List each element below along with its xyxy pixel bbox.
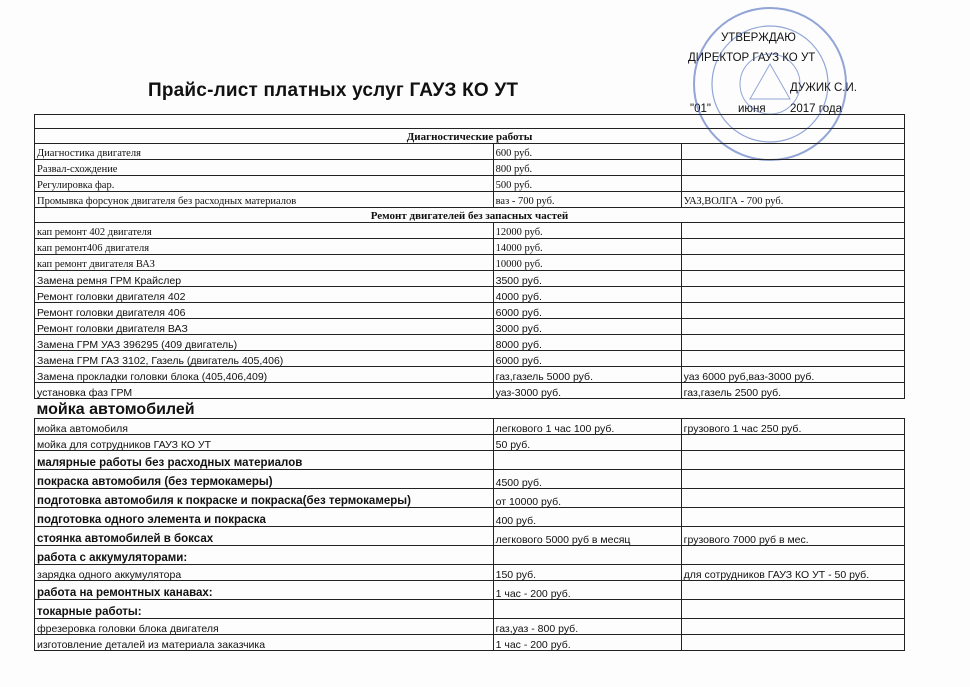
table-row (35, 451, 905, 470)
price-alt-cell (681, 451, 904, 470)
service-name: Ремонт головки двигателя ВАЗ (35, 319, 494, 335)
table-row (35, 255, 905, 271)
price-alt-cell (681, 223, 904, 239)
service-name: фрезеровка головки блока двигателя (35, 619, 494, 635)
price-alt-cell (681, 287, 904, 303)
price-cell (493, 600, 681, 619)
price-alt-cell (681, 160, 904, 176)
service-name: установка фаз ГРМ (35, 383, 494, 399)
price-alt-cell (681, 144, 904, 160)
price-alt-cell (681, 489, 904, 508)
price-alt-cell: УАЗ,ВОЛГА - 700 руб. (681, 192, 904, 208)
table-row (35, 351, 905, 367)
price-alt-cell (681, 271, 904, 287)
table-row (35, 160, 905, 176)
service-name: Диагностика двигателя (35, 144, 494, 160)
service-name: мойка автомобиля (35, 419, 494, 435)
price-table (34, 114, 905, 651)
service-name: Замена ГРМ ГАЗ 3102, Газель (двигатель 405,406) (35, 351, 494, 367)
price-alt-cell (681, 435, 904, 451)
approval-year: 2017 года (790, 103, 842, 115)
price-cell: от 10000 руб. (493, 489, 681, 508)
table-row (35, 287, 905, 303)
approval-line-2: ДИРЕКТОР ГАУЗ КО УТ (688, 52, 816, 64)
price-cell: 8000 руб. (493, 335, 681, 351)
table-row (35, 383, 905, 399)
price-alt-cell: грузового 1 час 250 руб. (681, 419, 904, 435)
table-row (35, 319, 905, 335)
price-cell: газ,газель 5000 руб. (493, 367, 681, 383)
service-name: кап ремонт 402 двигателя (35, 223, 494, 239)
price-cell: 4500 руб. (493, 470, 681, 489)
price-cell: легкового 5000 руб в месяц (493, 527, 681, 546)
table-row (35, 239, 905, 255)
price-cell: 150 руб. (493, 565, 681, 581)
price-cell: уаз-3000 руб. (493, 383, 681, 399)
price-alt-cell (681, 255, 904, 271)
price-alt-cell (681, 351, 904, 367)
price-alt-cell (681, 335, 904, 351)
table-row (35, 435, 905, 451)
price-cell: 600 руб. (493, 144, 681, 160)
table-row (35, 581, 905, 600)
price-alt-cell: для сотрудников ГАУЗ КО УТ - 50 руб. (681, 565, 904, 581)
approval-month: июня (738, 103, 766, 115)
price-cell: легкового 1 час 100 руб. (493, 419, 681, 435)
service-name: Развал-схождение (35, 160, 494, 176)
table-row (35, 144, 905, 160)
service-name: покраска автомобиля (без термокамеры) (35, 470, 494, 489)
price-alt-cell (681, 470, 904, 489)
price-alt-cell (681, 176, 904, 192)
approval-day: "01" (690, 103, 711, 115)
section-row (35, 399, 905, 419)
service-name: кап ремонт406 двигателя (35, 239, 494, 255)
price-cell (493, 546, 681, 565)
section-row (35, 129, 905, 144)
price-alt-cell (681, 635, 904, 651)
table-row (35, 470, 905, 489)
price-cell: 14000 руб. (493, 239, 681, 255)
table-row (35, 619, 905, 635)
price-cell: ваз - 700 руб. (493, 192, 681, 208)
approval-line-1: УТВЕРЖДАЮ (721, 32, 796, 44)
price-cell: 50 руб. (493, 435, 681, 451)
section-heading: мойка автомобилей (35, 399, 905, 419)
section-title: Диагностические работы (35, 129, 905, 144)
price-cell: 800 руб. (493, 160, 681, 176)
table-row (35, 527, 905, 546)
page-title: Прайс-лист платных услуг ГАУЗ КО УТ (148, 80, 519, 101)
price-alt-cell (681, 546, 904, 565)
price-cell (493, 451, 681, 470)
service-name: Промывка форсунок двигателя без расходных материалов (35, 192, 494, 208)
approval-line-3: ДУЖИК С.И. (790, 82, 857, 94)
price-cell: газ,уаз - 800 руб. (493, 619, 681, 635)
price-alt-cell (681, 600, 904, 619)
price-cell: 1 час - 200 руб. (493, 581, 681, 600)
service-name: токарные работы: (35, 600, 494, 619)
table-header-spacer-row (35, 115, 905, 129)
price-cell: 12000 руб. (493, 223, 681, 239)
table-row (35, 303, 905, 319)
price-cell: 6000 руб. (493, 303, 681, 319)
table-row (35, 508, 905, 527)
service-name: мойка для сотрудников ГАУЗ КО УТ (35, 435, 494, 451)
section-title: Ремонт двигателей без запасных частей (35, 208, 905, 223)
table-row (35, 192, 905, 208)
table-row (35, 546, 905, 565)
price-alt-cell (681, 319, 904, 335)
table-row (35, 223, 905, 239)
service-name: Замена ГРМ УАЗ 396295 (409 двигатель) (35, 335, 494, 351)
table-cell (35, 115, 905, 129)
price-alt-cell: уаз 6000 руб,ваз-3000 руб. (681, 367, 904, 383)
price-cell: 400 руб. (493, 508, 681, 527)
service-name: зарядка одного аккумулятора (35, 565, 494, 581)
price-alt-cell (681, 581, 904, 600)
price-alt-cell (681, 303, 904, 319)
table-row (35, 635, 905, 651)
service-name: стоянка автомобилей в боксах (35, 527, 494, 546)
service-name: Ремонт головки двигателя 406 (35, 303, 494, 319)
service-name: изготовление деталей из материала заказчика (35, 635, 494, 651)
price-cell: 3000 руб. (493, 319, 681, 335)
service-name: Регулировка фар. (35, 176, 494, 192)
table-row (35, 565, 905, 581)
table-row (35, 176, 905, 192)
price-cell: 3500 руб. (493, 271, 681, 287)
table-row (35, 335, 905, 351)
price-cell: 1 час - 200 руб. (493, 635, 681, 651)
section-row (35, 208, 905, 223)
table-row (35, 271, 905, 287)
price-cell: 500 руб. (493, 176, 681, 192)
table-row (35, 600, 905, 619)
service-name: Замена ремня ГРМ Крайслер (35, 271, 494, 287)
service-name: работа на ремонтных канавах: (35, 581, 494, 600)
service-name: кап ремонт двигателя ВАЗ (35, 255, 494, 271)
service-name: Замена прокладки головки блока (405,406,409) (35, 367, 494, 383)
price-alt-cell: грузового 7000 руб в мес. (681, 527, 904, 546)
service-name: малярные работы без расходных материалов (35, 451, 494, 470)
price-cell: 4000 руб. (493, 287, 681, 303)
table-row (35, 419, 905, 435)
service-name: Ремонт головки двигателя 402 (35, 287, 494, 303)
price-alt-cell (681, 239, 904, 255)
service-name: подготовка автомобиля к покраске и покраска(без термокамеры) (35, 489, 494, 508)
price-alt-cell (681, 508, 904, 527)
table-row (35, 367, 905, 383)
service-name: подготовка одного элемента и покраска (35, 508, 494, 527)
price-alt-cell (681, 619, 904, 635)
service-name: работа с аккумуляторами: (35, 546, 494, 565)
price-cell: 6000 руб. (493, 351, 681, 367)
price-cell: 10000 руб. (493, 255, 681, 271)
price-alt-cell: газ,газель 2500 руб. (681, 383, 904, 399)
table-row (35, 489, 905, 508)
